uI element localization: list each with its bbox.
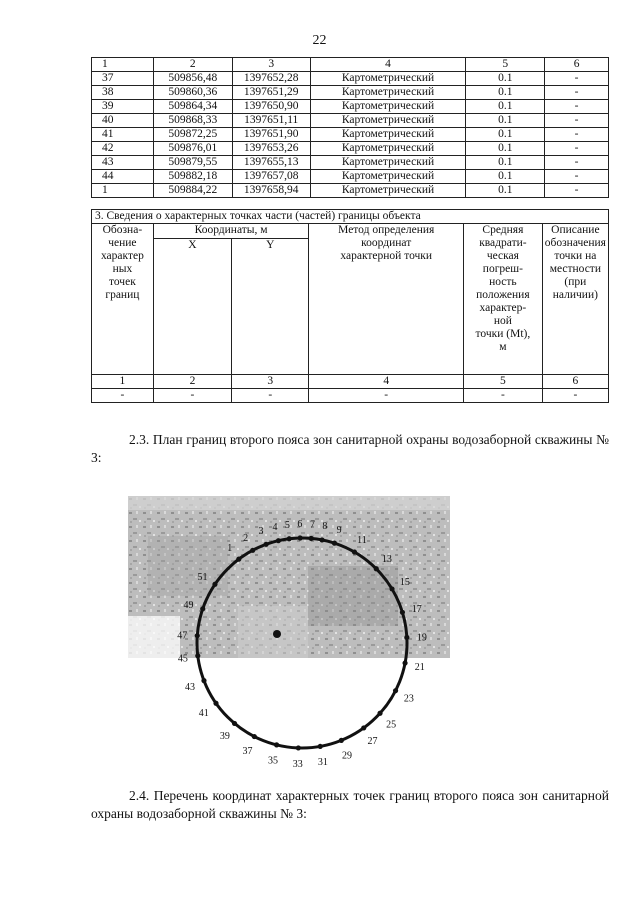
boundary-point [361, 725, 366, 730]
header-cell-2: 2 [153, 58, 232, 72]
cell-col-4: Картометрический [310, 142, 466, 156]
cell-col-1: 39 [92, 100, 154, 114]
header-designation: Обозна- чение характер ных точек границ [92, 224, 154, 375]
boundary-point-label: 51 [197, 571, 208, 583]
table-row [92, 86, 609, 100]
cell-col-3: 1397651,90 [232, 128, 310, 142]
boundary-point-label: 23 [403, 693, 414, 705]
header-error: Средняя квадрати- ческая погреш- ность положения характер- ной точки (Mt), м [464, 224, 543, 375]
boundary-point [213, 701, 218, 706]
cell-col-5: 0.1 [466, 86, 545, 100]
boundary-point-label: 41 [198, 707, 209, 719]
boundary-point [276, 538, 281, 543]
boundary-point-label: 7 [309, 519, 315, 531]
boundary-point [374, 566, 379, 571]
column-number: 6 [542, 375, 608, 389]
cell-col-4: Картометрический [310, 184, 466, 198]
column-number: 1 [92, 375, 154, 389]
boundary-point-label: 39 [219, 730, 230, 742]
boundary-plan-map [128, 496, 450, 778]
cell-col-3: 1397657,08 [232, 170, 310, 184]
cell-col-5: 0.1 [466, 128, 545, 142]
boundary-point [232, 721, 237, 726]
boundary-point-label: 13 [381, 554, 392, 566]
cell-col-1: 1 [92, 184, 154, 198]
boundary-point [318, 744, 323, 749]
cell-col-1: 42 [92, 142, 154, 156]
cell-col-1: 41 [92, 128, 154, 142]
cell-col-1: 40 [92, 114, 154, 128]
table-row [92, 100, 609, 114]
cell-col-3: 1397658,94 [232, 184, 310, 198]
cell-col-6: - [545, 72, 609, 86]
cell-col-5: 0.1 [466, 170, 545, 184]
cell-col-3: 1397651,11 [232, 114, 310, 128]
boundary-point [274, 742, 279, 747]
boundary-point-label: 2 [243, 533, 249, 545]
boundary-point [236, 557, 241, 562]
boundary-point-label: 5 [284, 519, 290, 531]
cell-col-6: - [545, 170, 609, 184]
cell-col-5: 0.1 [466, 142, 545, 156]
cell-col-6: - [545, 184, 609, 198]
column-number: 3 [232, 375, 309, 389]
boundary-point [352, 549, 357, 554]
cell-col-6: - [545, 142, 609, 156]
cell-col-1: 43 [92, 156, 154, 170]
cell-col-1: 44 [92, 170, 154, 184]
table-row [92, 156, 609, 170]
header-method: Метод определения координат характерной точки [309, 224, 464, 375]
boundary-point [195, 653, 200, 658]
cell-col-3: 1397655,13 [232, 156, 310, 170]
cell-col-5: 0.1 [466, 72, 545, 86]
dash-cell: - [153, 389, 231, 403]
cell-col-2: 509879,55 [153, 156, 232, 170]
cell-col-2: 509856,48 [153, 72, 232, 86]
table-row [92, 128, 609, 142]
cell-col-5: 0.1 [466, 100, 545, 114]
boundary-point-label: 29 [341, 750, 352, 762]
cell-col-4: Картометрический [310, 170, 466, 184]
page-number: 22 [312, 33, 327, 48]
boundary-point-label: 47 [177, 630, 188, 642]
cell-col-6: - [545, 86, 609, 100]
cell-col-3: 1397653,26 [232, 142, 310, 156]
header-cell-4: 4 [310, 58, 466, 72]
table-row [92, 142, 609, 156]
boundary-point [287, 536, 292, 541]
dash-cell: - [309, 389, 464, 403]
header-coordinates: Координаты, м [153, 224, 309, 239]
cell-col-4: Картометрический [310, 114, 466, 128]
boundary-point [195, 633, 200, 638]
cell-col-6: - [545, 156, 609, 170]
boundary-point [377, 711, 382, 716]
cell-col-4: Картометрический [310, 86, 466, 100]
cell-col-1: 38 [92, 86, 154, 100]
cell-col-3: 1397651,29 [232, 86, 310, 100]
boundary-point-label: 25 [386, 719, 397, 731]
boundary-point-label: 21 [414, 661, 425, 673]
boundary-point [250, 548, 255, 553]
cell-col-6: - [545, 100, 609, 114]
boundary-point [296, 745, 301, 750]
boundary-point [252, 734, 257, 739]
boundary-point-label: 4 [272, 522, 278, 534]
header-cell-1: 1 [92, 58, 154, 72]
dash-cell: - [542, 389, 608, 403]
cell-col-2: 509872,25 [153, 128, 232, 142]
cell-col-2: 509860,36 [153, 86, 232, 100]
header-description: Описание обозначения точки на местности (при наличии) [542, 224, 608, 375]
table-row [92, 170, 609, 184]
boundary-point-label: 11 [357, 535, 367, 547]
cell-col-6: - [545, 128, 609, 142]
boundary-parts-table [91, 209, 609, 403]
column-numbers-row [92, 375, 609, 389]
boundary-point-label: 35 [267, 755, 278, 767]
boundary-point-label: 6 [297, 519, 303, 531]
boundary-point [400, 610, 405, 615]
cell-col-4: Картометрический [310, 100, 466, 114]
coordinates-table [91, 57, 609, 198]
boundary-point-label: 49 [183, 599, 194, 611]
section-title: 3. Сведения о характерных точках части (частей) границы объекта [92, 210, 609, 224]
boundary-point [393, 688, 398, 693]
header-cell-3: 3 [232, 58, 310, 72]
cell-col-3: 1397650,90 [232, 100, 310, 114]
table-row [92, 184, 609, 198]
column-number: 2 [153, 375, 231, 389]
cell-col-5: 0.1 [466, 184, 545, 198]
boundary-point [319, 537, 324, 542]
boundary-point [389, 586, 394, 591]
cell-col-2: 509868,33 [153, 114, 232, 128]
header-row [92, 58, 609, 72]
boundary-point [402, 660, 407, 665]
empty-data-row [92, 389, 609, 403]
cell-col-6: - [545, 114, 609, 128]
header-x: X [153, 239, 231, 375]
boundary-point [201, 678, 206, 683]
boundary-point [404, 635, 409, 640]
header-y: Y [232, 239, 309, 375]
boundary-point [212, 582, 217, 587]
boundary-point-label: 27 [367, 736, 378, 748]
header-cell-6: 6 [545, 58, 609, 72]
cell-col-5: 0.1 [466, 156, 545, 170]
boundary-point-label: 31 [317, 757, 328, 769]
cell-col-3: 1397652,28 [232, 72, 310, 86]
table-row [92, 72, 609, 86]
cell-col-2: 509882,18 [153, 170, 232, 184]
section-2-4-heading: 2.4. Перечень координат характерных точек границ второго пояса зон санитарной охраны водозаборной скважины № 3: [91, 788, 609, 821]
boundary-point [339, 738, 344, 743]
dash-cell: - [232, 389, 309, 403]
cell-col-4: Картометрический [310, 128, 466, 142]
column-number: 4 [309, 375, 464, 389]
boundary-point [200, 606, 205, 611]
cell-col-4: Картометрический [310, 156, 466, 170]
boundary-point-label: 37 [242, 745, 253, 757]
dash-cell: - [92, 389, 154, 403]
boundary-point-label: 8 [322, 521, 328, 533]
boundary-point [298, 535, 303, 540]
boundary-point-label: 17 [411, 603, 422, 615]
cell-col-5: 0.1 [466, 114, 545, 128]
section-2-3-heading: 2.3. План границ второго пояса зон санитарной охраны водозаборной скважины № 3: [91, 432, 609, 465]
boundary-point-label: 43 [184, 682, 195, 694]
well-marker [273, 630, 281, 638]
cell-col-2: 509884,22 [153, 184, 232, 198]
cell-col-2: 509864,34 [153, 100, 232, 114]
header-cell-5: 5 [466, 58, 545, 72]
boundary-point [263, 542, 268, 547]
boundary-point-label: 33 [292, 758, 303, 770]
boundary-point [309, 536, 314, 541]
boundary-point-label: 9 [336, 524, 342, 536]
boundary-point [332, 541, 337, 546]
dash-cell: - [464, 389, 543, 403]
boundary-point-label: 3 [258, 526, 264, 538]
table-row [92, 114, 609, 128]
boundary-point-label: 15 [399, 577, 410, 589]
boundary-point-label: 1 [227, 543, 233, 555]
column-number: 5 [464, 375, 543, 389]
cell-col-2: 509876,01 [153, 142, 232, 156]
boundary-point-label: 19 [416, 632, 427, 644]
cell-col-4: Картометрический [310, 72, 466, 86]
boundary-point-label: 45 [177, 653, 188, 665]
cell-col-1: 37 [92, 72, 154, 86]
